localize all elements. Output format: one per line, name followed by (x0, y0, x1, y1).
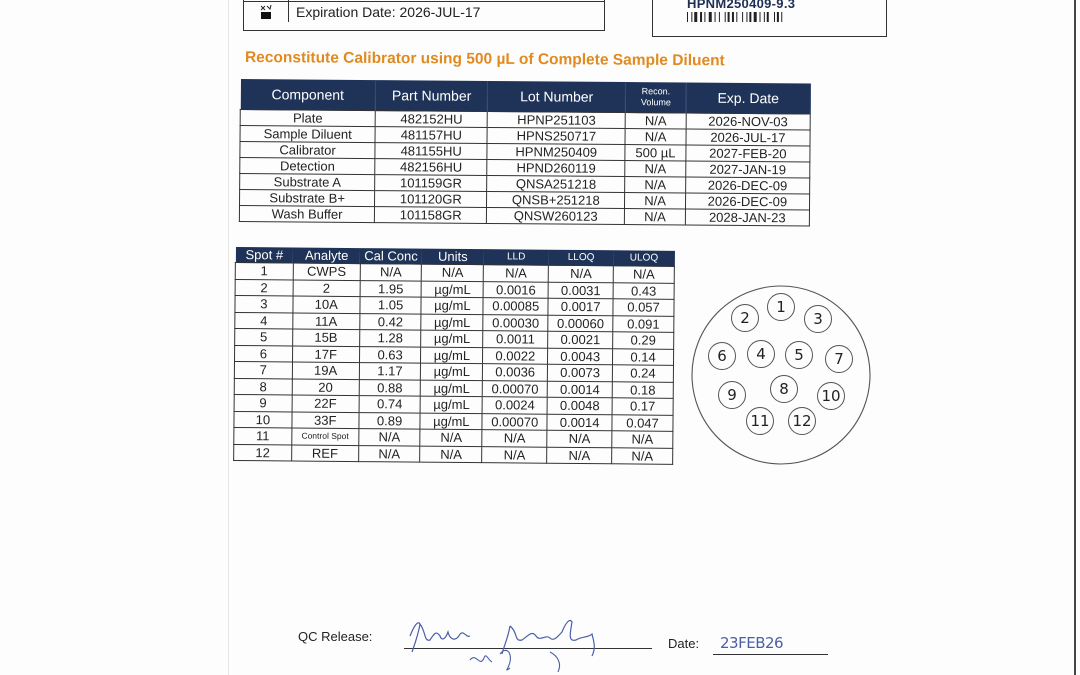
spot-label: 12 (792, 412, 812, 430)
table-cell: N/A (625, 161, 686, 177)
table-cell: 0.0048 (547, 397, 612, 414)
table-cell: 101158GR (375, 207, 487, 224)
table-cell: 0.0073 (548, 364, 613, 381)
table-cell: 0.0014 (547, 414, 612, 431)
table-cell: µg/mL (421, 297, 483, 314)
table-cell: 0.057 (613, 299, 674, 316)
table-cell: 0.0036 (483, 364, 548, 381)
table-cell: 15B (292, 329, 359, 346)
spot-label: 1 (776, 298, 786, 316)
table-cell: 0.14 (613, 348, 674, 365)
table-cell: 481155HU (375, 143, 487, 160)
qc-signature (400, 612, 660, 675)
table-cell: 2026-NOV-03 (686, 113, 810, 130)
table-cell: 1.05 (360, 297, 422, 314)
plate-spot (747, 408, 774, 435)
table-cell: 0.17 (612, 398, 673, 415)
table-cell: µg/mL (421, 363, 483, 380)
table-cell: N/A (613, 266, 674, 283)
table-cell: N/A (547, 430, 612, 447)
table-cell: N/A (625, 129, 686, 145)
expiration-row (244, 1, 604, 22)
table-cell: 5 (235, 329, 293, 346)
plate-spot (789, 408, 816, 435)
plate-spot (768, 294, 795, 321)
table-cell: 0.0043 (548, 348, 613, 365)
qc-release-label: QC Release: (298, 629, 373, 644)
table-cell: QNSB+251218 (487, 191, 625, 208)
table-cell: 482152HU (375, 111, 487, 128)
column-header: Recon. Volume (626, 82, 687, 113)
page-edge (1074, 0, 1076, 675)
date-line (713, 654, 828, 655)
label-lot-number: HPNM250409-9.3 (687, 0, 796, 11)
table-cell: 11 (234, 427, 292, 444)
table-cell: 0.88 (359, 379, 421, 396)
product-label-box (652, 0, 887, 37)
table-cell: 22F (292, 395, 359, 412)
table-cell: N/A (420, 429, 482, 446)
table-cell: 33F (292, 412, 359, 429)
table-cell: Substrate A (240, 174, 375, 191)
column-header: Units (422, 249, 484, 265)
table-cell: 0.00070 (482, 413, 547, 430)
table-cell: 101159GR (375, 175, 487, 192)
table-cell: 1.95 (360, 280, 422, 297)
table-cell: Sample Diluent (240, 126, 375, 143)
table-cell: N/A (422, 264, 484, 281)
table-cell: QNSA251218 (487, 175, 625, 192)
page-edge (228, 0, 229, 675)
spot-label: 5 (794, 346, 804, 364)
table-cell: Plate (240, 110, 375, 127)
date-label: Date: (668, 636, 700, 651)
table-cell: Detection (240, 158, 375, 175)
column-header: LLOQ (549, 250, 614, 266)
table-cell: 9 (234, 394, 292, 411)
table-cell: HPNM250409 (487, 143, 625, 160)
table-cell: 0.29 (613, 332, 674, 349)
plate-spot (818, 383, 845, 410)
column-header: Spot # (235, 247, 293, 263)
components-table (239, 79, 811, 226)
table-cell: 2027-JAN-19 (685, 161, 809, 178)
table-cell: 0.0031 (548, 282, 613, 299)
table-cell: 10 (234, 411, 292, 428)
table-cell: 0.42 (359, 313, 421, 330)
table-cell: Wash Buffer (239, 206, 374, 223)
table-cell: N/A (482, 430, 547, 447)
table-cell: 2 (293, 280, 360, 297)
spot-label: 6 (717, 347, 727, 365)
table-cell: 0.047 (612, 414, 673, 431)
table-cell: N/A (625, 209, 686, 225)
column-header: LLD (484, 249, 549, 265)
spot-label: 4 (756, 345, 766, 363)
table-cell: 2026-JUL-17 (686, 129, 810, 146)
section-title: Reconstitute Calibrator using 500 µL of Complete Sample Diluent (244, 49, 725, 70)
table-cell: 1 (235, 263, 293, 280)
table-cell: HPND260119 (487, 159, 625, 176)
plate-spot (748, 341, 775, 368)
table-cell: 0.24 (612, 365, 673, 382)
table-cell: µg/mL (421, 347, 483, 364)
table-cell: 6 (235, 345, 293, 362)
table-cell: QNSW260123 (487, 207, 625, 224)
spot-label: 10 (821, 387, 841, 405)
table-cell: HPNS250717 (487, 127, 625, 144)
table-cell: N/A (612, 447, 673, 464)
table-cell: 4 (235, 312, 293, 329)
table-cell: 482156HU (375, 159, 487, 176)
table-cell: 0.63 (359, 346, 421, 363)
table-cell: 2028-JAN-23 (685, 209, 809, 226)
table-cell: 0.00070 (483, 380, 548, 397)
table-cell: 0.0024 (482, 397, 547, 414)
table-cell: 11A (293, 313, 360, 330)
plate-spot (786, 342, 813, 369)
table-cell: 19A (292, 362, 359, 379)
table-cell: µg/mL (421, 330, 483, 347)
table-cell: REF (291, 445, 358, 462)
table-cell: 0.0011 (483, 331, 548, 348)
spot-label: 8 (779, 380, 789, 398)
spot-label: 3 (813, 310, 823, 328)
table-cell: 0.00085 (483, 298, 548, 315)
table-cell: N/A (358, 429, 420, 446)
barcode-icon (687, 12, 813, 22)
spot-label: 2 (740, 309, 750, 327)
plate-spot (771, 376, 798, 403)
table-cell: 2026-DEC-09 (685, 177, 809, 194)
table-cell: 0.00030 (483, 314, 548, 331)
table-cell: 500 µL (625, 145, 686, 161)
table-cell: 17F (292, 346, 359, 363)
column-header: Lot Number (488, 81, 626, 113)
plate-spot-map (689, 283, 873, 467)
plate-spot (732, 305, 759, 332)
table-cell: 101120GR (375, 191, 487, 208)
spot-label: 9 (727, 386, 737, 404)
table-cell: 1.28 (359, 330, 421, 347)
table-cell: µg/mL (421, 380, 483, 397)
table-cell: Calibrator (240, 142, 375, 159)
table-cell: N/A (612, 431, 673, 448)
table-cell: CWPS (293, 263, 360, 280)
column-header: ULOQ (613, 250, 674, 266)
table-cell: 0.0014 (547, 381, 612, 398)
table-cell: 12 (234, 444, 292, 461)
table-row (239, 206, 809, 226)
table-cell: 8 (234, 378, 292, 395)
table-cell: N/A (360, 264, 422, 281)
table-row (234, 444, 673, 464)
table-cell: 0.18 (612, 381, 673, 398)
table-cell: 2026-DEC-09 (685, 193, 809, 210)
table-cell: Substrate B+ (240, 190, 375, 207)
table-cell: N/A (547, 447, 612, 464)
spots-table (233, 247, 675, 465)
table-cell: µg/mL (421, 396, 483, 413)
table-cell: N/A (358, 445, 420, 462)
table-cell: 3 (235, 296, 293, 313)
table-cell: µg/mL (422, 281, 484, 298)
table-cell: N/A (625, 193, 686, 209)
table-cell: 0.091 (613, 315, 674, 332)
table-cell: 0.89 (359, 412, 421, 429)
spot-label: 7 (834, 350, 844, 368)
table-cell: N/A (548, 265, 613, 282)
table-cell: N/A (484, 265, 549, 282)
table-cell: Control Spot (292, 428, 359, 445)
release-date: 23FEB26 (720, 634, 784, 652)
table-cell: 20 (292, 379, 359, 396)
column-header: Component (240, 79, 376, 111)
column-header: Cal Conc (360, 248, 422, 264)
table-cell: 1.17 (359, 363, 421, 380)
plate-spot (719, 382, 746, 409)
table-cell: 7 (234, 362, 292, 379)
spot-label: 11 (750, 412, 770, 430)
table-header-row (240, 79, 810, 114)
table-cell: HPNP251103 (487, 111, 625, 128)
table-cell: 481157HU (375, 127, 487, 144)
table-cell: N/A (625, 177, 686, 193)
expiration-date: Expiration Date: 2026-JUL-17 (296, 4, 481, 20)
hourglass-icon (260, 5, 272, 19)
table-cell: µg/mL (421, 314, 483, 331)
table-cell: 0.0016 (483, 281, 548, 298)
table-cell: 0.43 (613, 282, 674, 299)
table-cell: 0.74 (359, 396, 421, 413)
table-cell: 2027-FEB-20 (686, 145, 810, 162)
plate-spot (805, 306, 832, 333)
table-cell: 10A (293, 296, 360, 313)
column-header: Exp. Date (686, 83, 810, 114)
column-header: Part Number (376, 80, 488, 111)
table-cell: N/A (420, 446, 482, 463)
table-cell: N/A (625, 113, 686, 129)
table-cell: 0.0022 (483, 347, 548, 364)
plate-spot (709, 343, 736, 370)
table-cell: N/A (482, 446, 547, 463)
table-cell: 2 (235, 279, 293, 296)
table-cell: 0.00060 (548, 315, 613, 332)
plate-spot (826, 346, 853, 373)
column-header: Analyte (293, 248, 360, 264)
table-cell: 0.0021 (548, 331, 613, 348)
table-cell: µg/mL (420, 413, 482, 430)
table-cell: 0.0017 (548, 298, 613, 315)
product-info-box (243, 0, 605, 31)
